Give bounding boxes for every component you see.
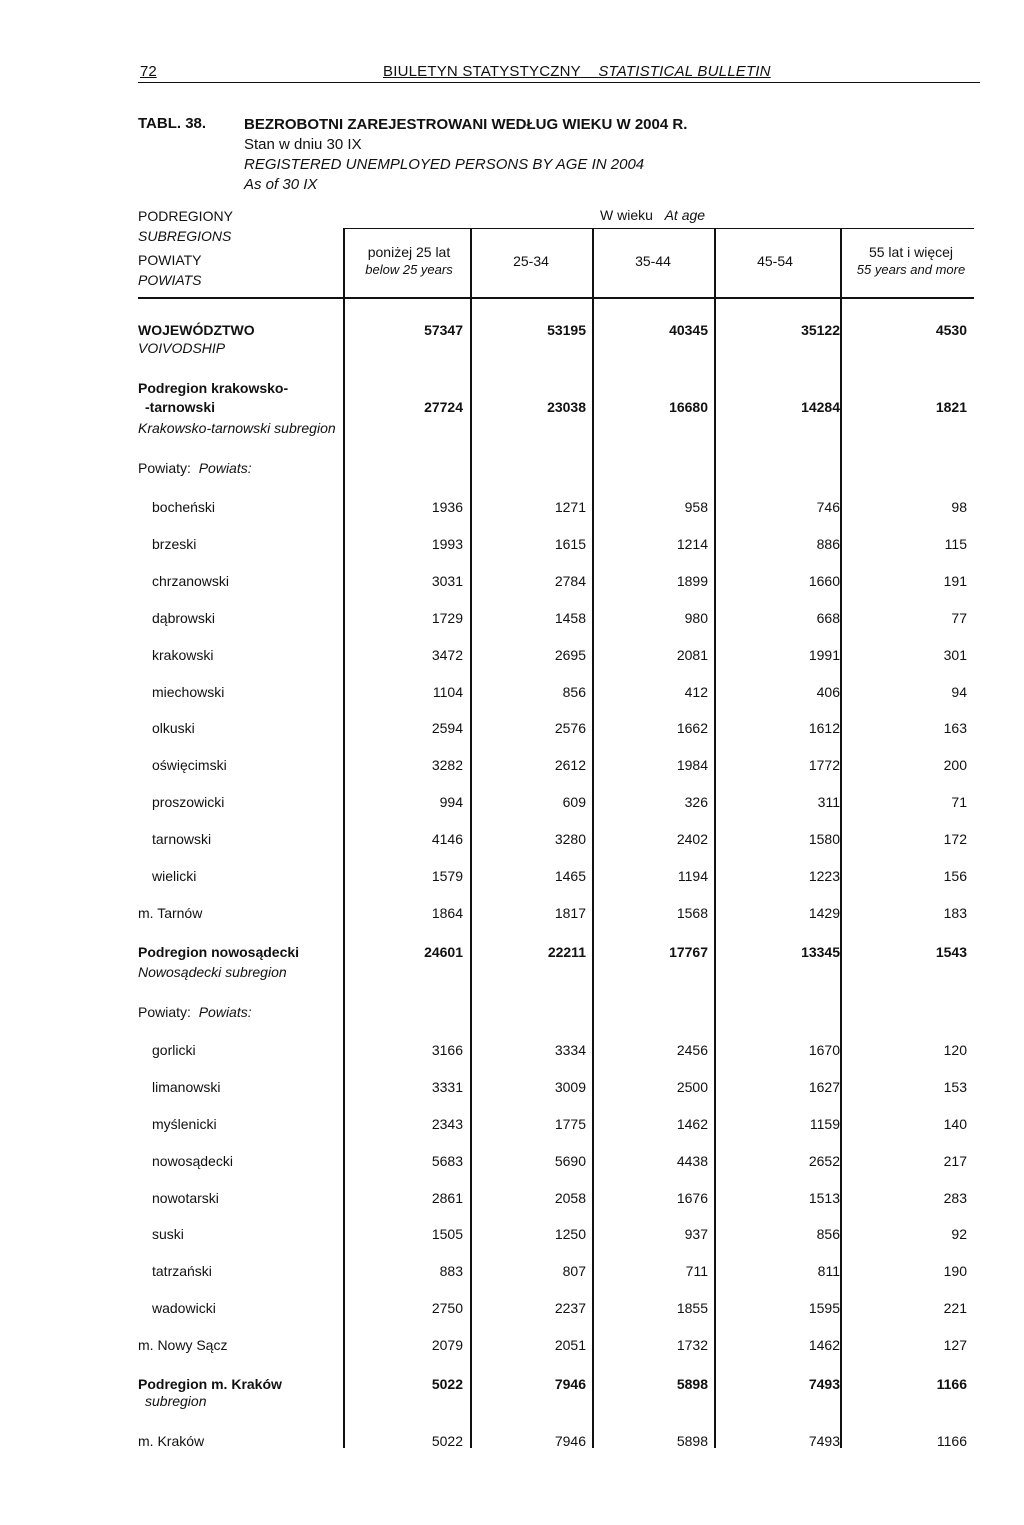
col-head-55-plus: [844, 243, 978, 279]
row-label-text: myślenicki: [152, 1116, 217, 1132]
age-heading-pl: W wieku: [600, 207, 653, 223]
stub-head-powiats-en: POWIATS: [138, 272, 202, 288]
col-head-55-plus-en: 55 years and more: [856, 262, 966, 277]
row-label-text: Podregion nowosądecki: [138, 944, 300, 960]
cell-value: 7946: [554, 1376, 586, 1392]
cell-value: 7493: [808, 1433, 840, 1449]
row-label: [152, 792, 341, 812]
col-head-below-25-pl: poniżej 25 lat: [367, 244, 451, 260]
col-head-55-plus-pl: 55 lat i więcej: [868, 244, 954, 260]
stub-head: [138, 206, 233, 290]
bulletin-title-pl: BIULETYN STATYSTYCZNY: [383, 63, 581, 80]
table-row: [0, 320, 1024, 340]
cell-value: 1775: [554, 1116, 586, 1132]
cell-value: 94: [951, 684, 967, 700]
cell-value: 1194: [677, 868, 708, 884]
row-label-text: WOJEWÓDZTWO: [138, 322, 255, 338]
cell-value: 1627: [808, 1079, 840, 1095]
cell-value: 1568: [676, 905, 708, 921]
cell-value: 5022: [431, 1433, 463, 1449]
cell-value: 3282: [431, 757, 463, 773]
table-label: TABL. 38.: [138, 115, 207, 132]
row-label-text: nowosądecki: [152, 1153, 233, 1169]
row-label: [152, 1151, 341, 1171]
cell-value: 1543: [935, 944, 967, 960]
cell-value: 22211: [547, 944, 586, 960]
cell-value: 1595: [808, 1300, 840, 1316]
row-label: [152, 682, 341, 702]
table-row: [0, 866, 1024, 886]
cell-value: 412: [684, 684, 708, 700]
cell-value: 1429: [808, 905, 840, 921]
col-head-35-44-label: 35-44: [635, 253, 671, 269]
row-label: [152, 1040, 341, 1060]
cell-value: 1104: [432, 684, 463, 700]
cell-value: 746: [816, 499, 840, 515]
cell-value: 2402: [676, 831, 708, 847]
row-label: [145, 397, 341, 417]
cell-value: 311: [817, 794, 840, 810]
row-label: [152, 645, 341, 665]
table-row: [0, 829, 1024, 849]
cell-value: 98: [951, 499, 967, 515]
col-head-45-54-label: 45-54: [757, 253, 793, 269]
table-row: [0, 497, 1024, 517]
table-row: [0, 682, 1024, 702]
table-row: [0, 1298, 1024, 1318]
cell-value: 1899: [676, 573, 708, 589]
powiaty-label-pl: Powiaty:: [138, 460, 191, 476]
cell-value: 3472: [431, 647, 463, 663]
cell-value: 17767: [669, 944, 708, 960]
row-label-text: olkuski: [152, 720, 195, 736]
cell-value: 1166: [936, 1433, 967, 1449]
row-label: [138, 942, 341, 962]
table-row: [0, 1114, 1024, 1134]
cell-value: 1166: [936, 1376, 967, 1392]
stub-head-subregions-pl: PODREGIONY: [138, 208, 233, 224]
cell-value: 1462: [676, 1116, 708, 1132]
cell-value: 711: [685, 1263, 708, 1279]
row-label: [152, 534, 341, 554]
cell-value: 1223: [808, 868, 840, 884]
row-label-text: tarnowski: [152, 831, 212, 847]
header-bottom-rule: [138, 297, 974, 299]
row-label-text: chrzanowski: [152, 573, 230, 589]
table-row: [0, 903, 1024, 923]
table-title-pl: BEZROBOTNI ZAREJESTROWANI WEDŁUG WIEKU W 2004 R.: [244, 116, 688, 133]
cell-value: 937: [684, 1226, 708, 1242]
cell-value: 1984: [676, 757, 708, 773]
cell-value: 1670: [808, 1042, 840, 1058]
table-row: [0, 942, 1024, 962]
cell-value: 406: [816, 684, 840, 700]
cell-value: 153: [943, 1079, 967, 1095]
cell-value: 1159: [809, 1116, 840, 1132]
row-label-text: -tarnowski: [145, 399, 216, 415]
cell-value: 958: [684, 499, 708, 515]
cell-value: 2612: [554, 757, 586, 773]
cell-value: 3334: [554, 1042, 586, 1058]
table-row: [0, 1077, 1024, 1097]
cell-value: 2861: [431, 1190, 463, 1206]
cell-value: 1271: [554, 499, 586, 515]
cell-value: 301: [943, 647, 967, 663]
row-label-text: Podregion m. Kraków: [138, 1376, 282, 1392]
cell-value: 1855: [676, 1300, 708, 1316]
cell-value: 609: [562, 794, 586, 810]
row-label-text: brzeski: [152, 536, 197, 552]
cell-value: 1615: [554, 536, 586, 552]
row-label: [152, 608, 341, 628]
stub-head-subregions-en: SUBREGIONS: [138, 228, 232, 244]
cell-value: 57347: [424, 322, 463, 338]
powiaty-label-2: [138, 1004, 252, 1020]
cell-value: 1936: [431, 499, 463, 515]
row-label: [152, 1077, 341, 1097]
table-row: [0, 1040, 1024, 1060]
cell-value: 40345: [669, 322, 708, 338]
row-label-text: wielicki: [152, 868, 197, 884]
cell-value: 2081: [676, 647, 708, 663]
row-label: [138, 320, 341, 340]
table-row: [0, 1151, 1024, 1171]
row-label: [152, 866, 341, 886]
cell-value: 1817: [554, 905, 586, 921]
cell-value: 77: [951, 610, 967, 626]
cell-value: 3280: [554, 831, 586, 847]
powiaty-label-1: [138, 460, 252, 476]
table-row: [0, 534, 1024, 554]
table-row: [0, 792, 1024, 812]
cell-value: 4530: [935, 322, 967, 338]
cell-value: 190: [943, 1263, 967, 1279]
cell-value: 13345: [801, 944, 840, 960]
cell-value: 1580: [808, 831, 840, 847]
row-label-text: tatrzański: [152, 1263, 212, 1279]
table-row: [0, 1188, 1024, 1208]
table-row: [0, 608, 1024, 628]
row-label: [138, 1374, 341, 1394]
page-header: [138, 62, 980, 83]
cell-value: 1579: [431, 868, 463, 884]
cell-value: 2237: [554, 1300, 586, 1316]
table-state-pl: Stan w dniu 30 IX: [244, 136, 362, 153]
row-label-text: proszowicki: [152, 794, 225, 810]
cell-value: 5690: [554, 1153, 586, 1169]
table-state-en: As of 30 IX: [244, 176, 318, 193]
cell-value: 1513: [808, 1190, 840, 1206]
cell-value: 183: [943, 905, 967, 921]
cell-value: 1729: [431, 610, 463, 626]
age-heading-en: At age: [664, 207, 706, 223]
cell-value: 1662: [676, 720, 708, 736]
row-label-text: m. Nowy Sącz: [138, 1337, 228, 1353]
cell-value: 326: [684, 794, 708, 810]
powiaty-label-en: Powiats:: [198, 1004, 252, 1020]
cell-value: 283: [943, 1190, 967, 1206]
table-title-en: REGISTERED UNEMPLOYED PERSONS BY AGE IN 2004: [244, 156, 645, 173]
powiaty-label-en: Powiats:: [198, 460, 252, 476]
col-head-below-25-en: below 25 years: [365, 262, 453, 277]
cell-value: 994: [439, 794, 463, 810]
cell-value: 14284: [801, 399, 840, 415]
cell-value: 221: [943, 1300, 967, 1316]
row-label-text: wadowicki: [152, 1300, 216, 1316]
subregion-krak-tarn-line1: [0, 378, 1024, 398]
cell-value: 2652: [808, 1153, 840, 1169]
cell-value: 5898: [676, 1433, 708, 1449]
table-row: [0, 1335, 1024, 1355]
row-label: [152, 1224, 341, 1244]
cell-value: 35122: [801, 322, 840, 338]
cell-value: 1250: [554, 1226, 586, 1242]
cell-value: 1465: [554, 868, 586, 884]
cell-value: 1458: [554, 610, 586, 626]
table-row: [0, 1224, 1024, 1244]
row-label-text: miechowski: [152, 684, 225, 700]
cell-value: 7946: [554, 1433, 586, 1449]
row-label-text: nowotarski: [152, 1190, 219, 1206]
row-label-text: limanowski: [152, 1079, 221, 1095]
cell-value: 2051: [554, 1337, 586, 1353]
row-label-text: gorlicki: [152, 1042, 196, 1058]
row-label-text: bocheński: [152, 499, 216, 515]
krak-tarn-subregion-en: Krakowsko-tarnowski subregion: [138, 420, 336, 436]
cell-value: 807: [562, 1263, 586, 1279]
table-row: [0, 755, 1024, 775]
cell-value: 1772: [808, 757, 840, 773]
cell-value: 16680: [669, 399, 708, 415]
cell-value: 1991: [808, 647, 840, 663]
cell-value: 668: [816, 610, 840, 626]
row-label: [152, 1188, 341, 1208]
cell-value: 127: [943, 1337, 967, 1353]
cell-value: 1660: [808, 573, 840, 589]
cell-value: 2576: [554, 720, 586, 736]
subregion-krak-tarn-label-line1: Podregion krakowsko-: [138, 380, 289, 396]
cell-value: 3331: [431, 1079, 463, 1095]
cell-value: 2456: [676, 1042, 708, 1058]
row-label-text: suski: [152, 1226, 184, 1242]
cell-value: 172: [943, 831, 967, 847]
cell-value: 5683: [431, 1153, 463, 1169]
cell-value: 1732: [676, 1337, 708, 1353]
page-number: 72: [140, 63, 157, 80]
cell-value: 1864: [431, 905, 463, 921]
row-label: [152, 1261, 341, 1281]
row-label: [152, 1114, 341, 1134]
table-row: [0, 718, 1024, 738]
table-row: [0, 1261, 1024, 1281]
cell-value: 886: [816, 536, 840, 552]
cell-value: 217: [943, 1153, 967, 1169]
cell-value: 163: [943, 720, 967, 736]
krakow-subregion-en: subregion: [145, 1393, 207, 1409]
bulletin-title: [383, 63, 771, 80]
cell-value: 156: [943, 868, 967, 884]
cell-value: 3166: [431, 1042, 463, 1058]
cell-value: 2058: [554, 1190, 586, 1206]
cell-value: 1505: [431, 1226, 463, 1242]
col-head-25-34: [472, 252, 590, 270]
voivodship-label-en: VOIVODSHIP: [138, 340, 226, 356]
row-label: [152, 755, 341, 775]
cell-value: 2750: [431, 1300, 463, 1316]
row-label: [152, 829, 341, 849]
cell-value: 2343: [431, 1116, 463, 1132]
cell-value: 883: [439, 1263, 463, 1279]
cell-value: 4438: [676, 1153, 708, 1169]
row-label: [152, 571, 341, 591]
row-label-text: krakowski: [152, 647, 214, 663]
cell-value: 120: [943, 1042, 967, 1058]
cell-value: 23038: [547, 399, 586, 415]
cell-value: 27724: [424, 399, 463, 415]
col-head-below-25: [350, 243, 468, 279]
cell-value: 811: [817, 1263, 840, 1279]
cell-value: 140: [943, 1116, 967, 1132]
cell-value: 2079: [431, 1337, 463, 1353]
cell-value: 1214: [676, 536, 708, 552]
powiaty-label-pl: Powiaty:: [138, 1004, 191, 1020]
row-label: [138, 1335, 341, 1355]
row-label-text: m. Tarnów: [138, 905, 203, 921]
cell-value: 1612: [808, 720, 840, 736]
cell-value: 856: [816, 1226, 840, 1242]
row-label: [152, 497, 341, 517]
cell-value: 24601: [424, 944, 463, 960]
cell-value: 5898: [676, 1376, 708, 1392]
col-head-35-44: [594, 252, 712, 270]
age-heading: [600, 205, 705, 225]
cell-value: 191: [943, 573, 967, 589]
row-label: [138, 1431, 341, 1451]
nowosadecki-subregion-en: Nowosądecki subregion: [138, 964, 287, 980]
cell-value: 1821: [935, 399, 967, 415]
row-label-text: m. Kraków: [138, 1433, 205, 1449]
table-row: [0, 1431, 1024, 1451]
header-top-rule: [344, 228, 974, 229]
cell-value: 4146: [431, 831, 463, 847]
cell-value: 1676: [676, 1190, 708, 1206]
cell-value: 3031: [431, 573, 463, 589]
cell-value: 71: [951, 794, 967, 810]
row-label: [152, 1298, 341, 1318]
row-label-text: oświęcimski: [152, 757, 227, 773]
cell-value: 115: [944, 536, 967, 552]
stub-head-powiats-pl: POWIATY: [138, 252, 202, 268]
cell-value: 980: [684, 610, 708, 626]
row-label-text: dąbrowski: [152, 610, 216, 626]
col-head-25-34-label: 25-34: [513, 253, 549, 269]
row-label: [152, 718, 341, 738]
table-row: [0, 645, 1024, 665]
cell-value: 2784: [554, 573, 586, 589]
cell-value: 2594: [431, 720, 463, 736]
cell-value: 1993: [431, 536, 463, 552]
cell-value: 2500: [676, 1079, 708, 1095]
table-row: [0, 397, 1024, 417]
cell-value: 7493: [808, 1376, 840, 1392]
cell-value: 2695: [554, 647, 586, 663]
cell-value: 1462: [808, 1337, 840, 1353]
cell-value: 53195: [547, 322, 586, 338]
cell-value: 3009: [554, 1079, 586, 1095]
cell-value: 200: [943, 757, 967, 773]
row-label: [138, 903, 341, 923]
cell-value: 856: [562, 684, 586, 700]
col-head-45-54: [716, 252, 834, 270]
table-title: [244, 115, 687, 195]
table-row: [0, 1374, 1024, 1394]
cell-value: 5022: [431, 1376, 463, 1392]
table-row: [0, 571, 1024, 591]
cell-value: 92: [951, 1226, 967, 1242]
bulletin-title-en: STATISTICAL BULLETIN: [598, 63, 771, 80]
